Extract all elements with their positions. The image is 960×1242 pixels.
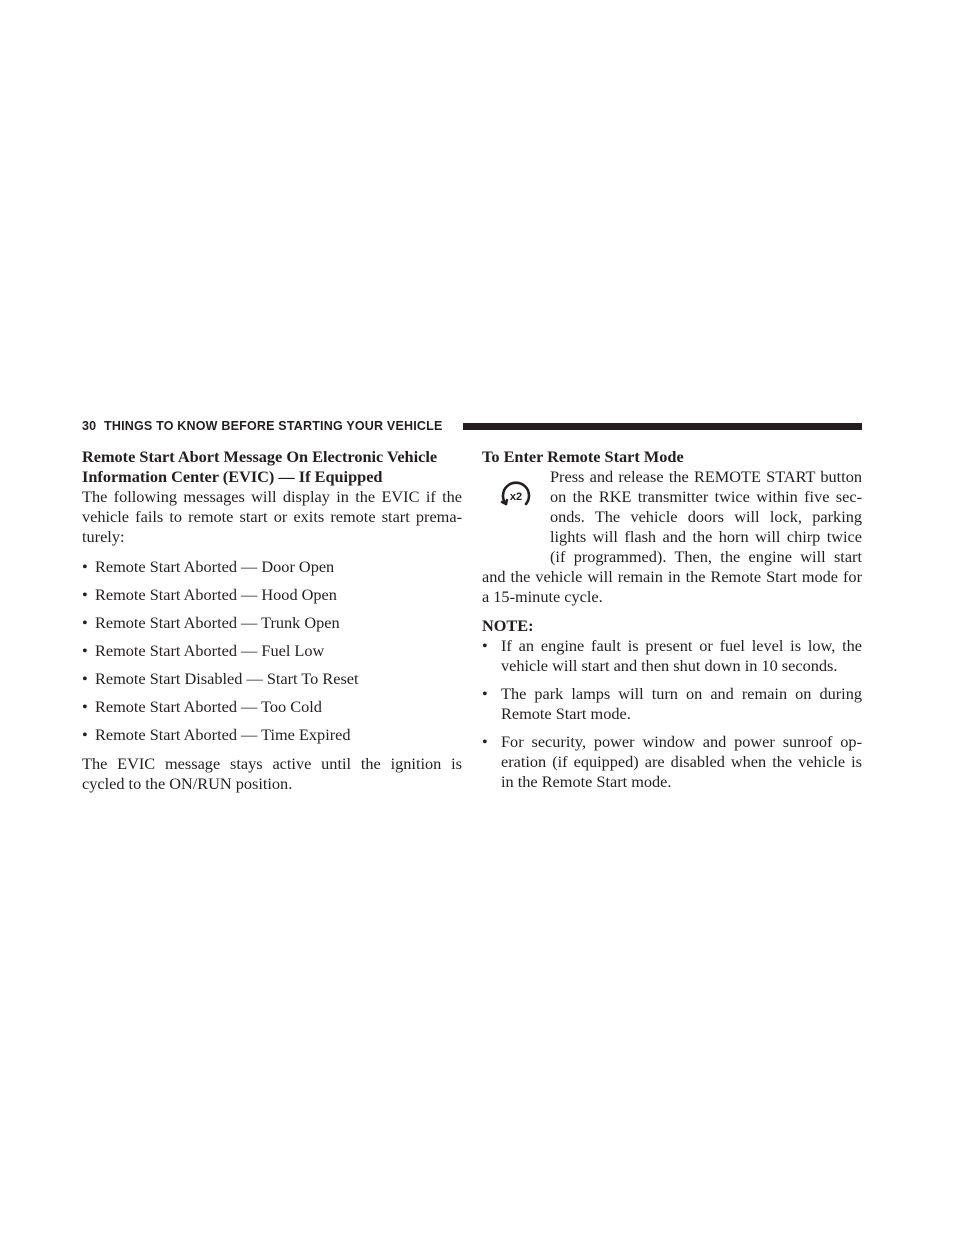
bullet: •	[482, 684, 488, 703]
page-header	[82, 417, 862, 437]
list-item-text: Remote Start Aborted — Time Expired	[95, 725, 351, 744]
bullet: •	[482, 732, 488, 751]
left-column	[82, 447, 462, 794]
remote-start-paragraph: Press and release the REMOTE START button on the RKE transmitter twice within five sec- onds. The vehicle doors will lock, parking lights will flash and the horn will chirp twice (if programmed). Then, the engine will start and the vehicle will remain in the Remote Start mode for a 15-minute cycle.	[482, 467, 862, 606]
bullet: •	[82, 697, 88, 716]
list-item	[82, 725, 462, 745]
bullet: •	[82, 557, 88, 576]
list-item	[82, 669, 462, 689]
list-item	[82, 557, 462, 577]
list-item	[82, 585, 462, 605]
list-item-text: Remote Start Aborted — Too Cold	[95, 697, 322, 716]
list-item-text: The park lamps will turn on and remain on during Remote Start mode.	[501, 684, 862, 723]
right-column	[482, 447, 862, 792]
list-item-text: If an engine fault is present or fuel level is low, the vehicle will start and then shut down in 10 seconds.	[501, 636, 862, 675]
list-item	[82, 613, 462, 633]
page-number: 30	[82, 419, 97, 433]
abort-message-heading: Remote Start Abort Message On Electronic Vehicle Information Center (EVIC) — If Equipped	[82, 447, 438, 486]
bullet: •	[82, 585, 88, 604]
bullet: •	[82, 669, 88, 688]
list-item-text: Remote Start Disabled — Start To Reset	[95, 669, 359, 688]
list-item	[482, 636, 862, 676]
bullet: •	[82, 641, 88, 660]
section-title: THINGS TO KNOW BEFORE STARTING YOUR VEHICLE	[104, 419, 443, 433]
bullet: •	[482, 636, 488, 655]
abort-message-list	[82, 557, 462, 745]
bullet: •	[82, 725, 88, 744]
note-label: NOTE:	[482, 616, 534, 635]
x2-label: x2	[509, 491, 523, 503]
list-item-text: Remote Start Aborted — Trunk Open	[95, 613, 340, 632]
list-item	[482, 732, 862, 792]
enter-remote-start-heading: To Enter Remote Start Mode	[482, 447, 684, 466]
remote-start-x2-icon	[482, 469, 550, 549]
remote-start-instructions	[482, 467, 862, 607]
list-item-text: For security, power window and power sunroof op- eration (if equipped) are disabled when the vehicle is in the Remote Start mode.	[501, 732, 862, 791]
bullet: •	[82, 613, 88, 632]
list-item-text: Remote Start Aborted — Hood Open	[95, 585, 337, 604]
list-item	[482, 684, 862, 724]
note-list	[482, 636, 862, 792]
list-item	[82, 697, 462, 717]
list-item	[82, 641, 462, 661]
abort-intro: The following messages will display in the EVIC if the vehicle fails to remote start or exits remote start prema- turely:	[82, 487, 462, 546]
list-item-text: Remote Start Aborted — Door Open	[95, 557, 335, 576]
evic-closing-text: The EVIC message stays active until the ignition is cycled to the ON/RUN position.	[82, 754, 462, 793]
header-rule	[463, 423, 862, 430]
list-item-text: Remote Start Aborted — Fuel Low	[95, 641, 325, 660]
